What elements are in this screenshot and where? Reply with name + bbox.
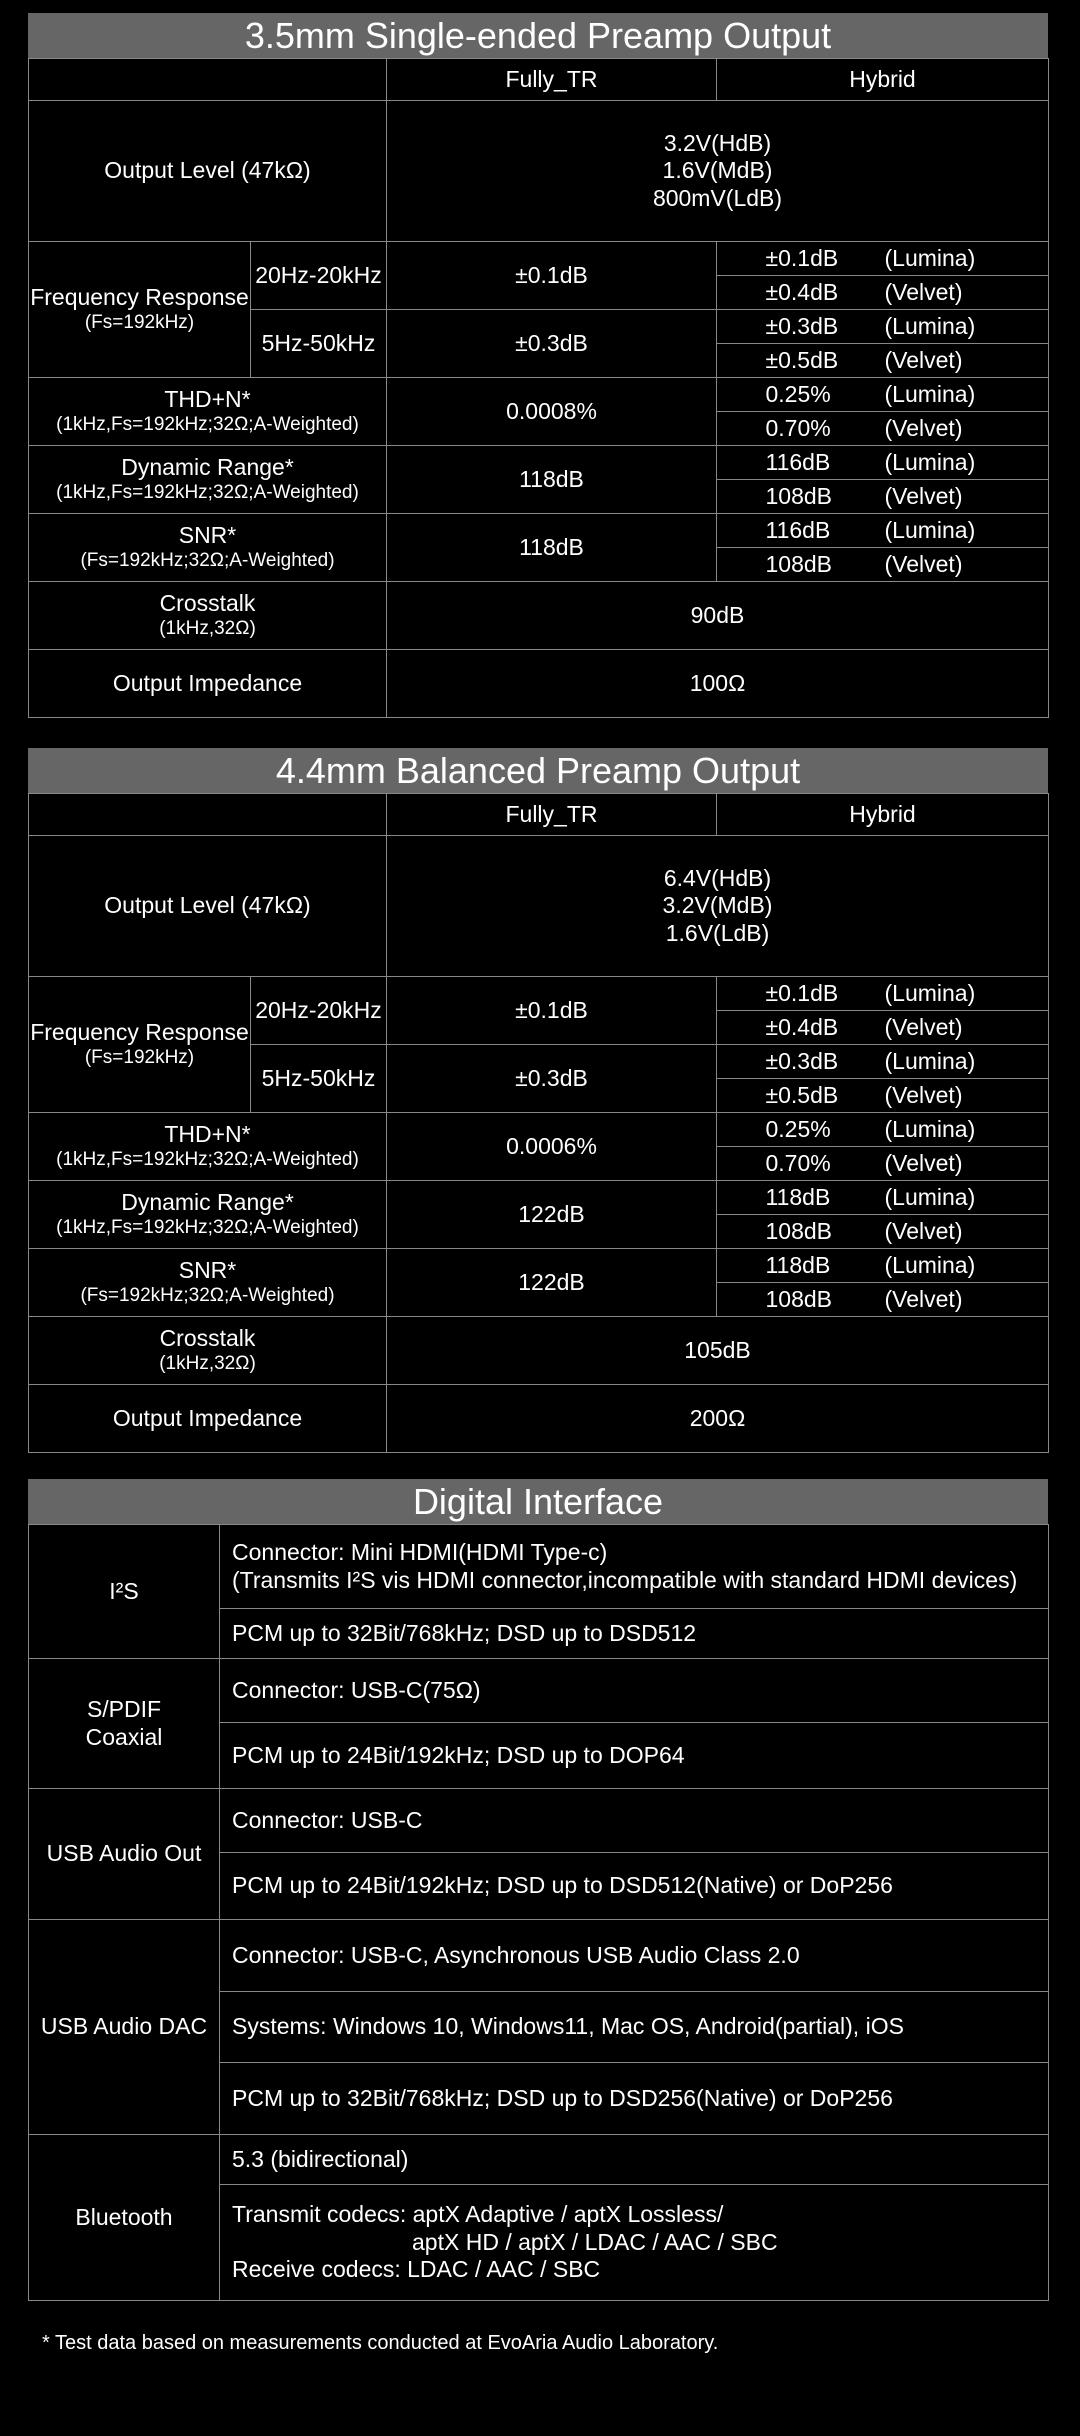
hybrid-mode: (Lumina)	[884, 244, 976, 271]
crosstalk-label-sub: (1kHz,32Ω)	[159, 617, 256, 639]
hybrid-mode: (Lumina)	[884, 516, 976, 543]
thd-fully: 0.0008%	[387, 378, 717, 446]
snr-hybrid-cell	[717, 1249, 1049, 1283]
hybrid-mode: (Lumina)	[884, 1047, 976, 1074]
output-level-label: Output Level (47kΩ)	[29, 836, 387, 977]
header-blank	[29, 794, 387, 836]
snr-label	[29, 514, 387, 582]
snr-hybrid-cell	[717, 548, 1049, 582]
digital-table	[28, 1524, 1049, 2301]
dr-fully: 122dB	[387, 1181, 717, 1249]
usb-dac-label: USB Audio DAC	[29, 1920, 220, 2135]
hybrid-value: 0.70%	[765, 1149, 831, 1176]
freq-label-text: Frequency Response	[30, 1019, 249, 1046]
col-fully: Fully_TR	[387, 59, 717, 101]
col-fully: Fully_TR	[387, 794, 717, 836]
hybrid-mode: (Velvet)	[884, 1081, 963, 1108]
i2s-connector-line: Connector: Mini HDMI(HDMI Type-c)	[232, 1538, 608, 1565]
bal-title: 4.4mm Balanced Preamp Output	[28, 748, 1048, 793]
bluetooth-receive-line: Receive codecs: LDAC / AAC / SBC	[232, 2256, 601, 2283]
hybrid-mode: (Velvet)	[884, 1149, 963, 1176]
hybrid-mode: (Velvet)	[884, 482, 963, 509]
hybrid-mode: (Lumina)	[884, 1183, 976, 1210]
col-hybrid: Hybrid	[717, 59, 1049, 101]
digital-section	[28, 1479, 1048, 2301]
crosstalk-label-sub: (1kHz,32Ω)	[159, 1352, 256, 1374]
snr-label-sub: (Fs=192kHz;32Ω;A-Weighted)	[80, 549, 335, 571]
snr-label	[29, 1249, 387, 1317]
hybrid-mode: (Lumina)	[884, 1251, 976, 1278]
hybrid-mode: (Velvet)	[884, 414, 963, 441]
freq-hybrid-cell	[717, 242, 1049, 276]
hybrid-value: 118dB	[765, 1251, 831, 1278]
thd-label-sub: (1kHz,Fs=192kHz;32Ω;A-Weighted)	[56, 1148, 359, 1170]
freq-range-2: 5Hz-50kHz	[251, 1045, 387, 1113]
bluetooth-version: 5.3 (bidirectional)	[220, 2135, 1049, 2185]
snr-fully: 118dB	[387, 514, 717, 582]
usb-out-connector: Connector: USB-C	[220, 1789, 1049, 1853]
thd-label	[29, 378, 387, 446]
hybrid-mode: (Lumina)	[884, 1115, 976, 1142]
hybrid-value: 0.25%	[765, 380, 831, 407]
hybrid-value: 116dB	[765, 448, 831, 475]
usb-out-pcm: PCM up to 24Bit/192kHz; DSD up to DSD512(Native) or DoP256	[220, 1853, 1049, 1920]
impedance-value: 200Ω	[387, 1385, 1049, 1453]
hybrid-mode: (Velvet)	[884, 346, 963, 373]
dr-label-sub: (1kHz,Fs=192kHz;32Ω;A-Weighted)	[56, 1216, 359, 1238]
snr-label-text: SNR*	[178, 522, 237, 549]
freq-label	[29, 242, 251, 378]
thd-label-text: THD+N*	[164, 386, 251, 413]
hybrid-mode: (Velvet)	[884, 1285, 963, 1312]
freq-label-sub: (Fs=192kHz)	[84, 1046, 195, 1068]
crosstalk-label-text: Crosstalk	[159, 590, 256, 617]
dr-label-text: Dynamic Range*	[121, 1189, 294, 1216]
i2s-connector	[220, 1525, 1049, 1609]
hybrid-value: 0.70%	[765, 414, 831, 441]
hybrid-mode: (Velvet)	[884, 278, 963, 305]
thd-hybrid-cell	[717, 1113, 1049, 1147]
freq-fully-1: ±0.1dB	[387, 977, 717, 1045]
crosstalk-label	[29, 582, 387, 650]
hybrid-value: ±0.3dB	[765, 1047, 839, 1074]
spdif-pcm: PCM up to 24Bit/192kHz; DSD up to DOP64	[220, 1723, 1049, 1789]
output-level-line: 1.6V(MdB)	[662, 157, 773, 184]
footnote: * Test data based on measurements conducted at EvoAria Audio Laboratory.	[42, 2332, 719, 2354]
impedance-label: Output Impedance	[29, 650, 387, 718]
usb-dac-connector: Connector: USB-C, Asynchronous USB Audio Class 2.0	[220, 1920, 1049, 1992]
dr-label	[29, 1181, 387, 1249]
output-level-line: 3.2V(HdB)	[663, 129, 772, 156]
hybrid-mode: (Lumina)	[884, 380, 976, 407]
se-title: 3.5mm Single-ended Preamp Output	[28, 13, 1048, 58]
header-blank	[29, 59, 387, 101]
output-level-line: 3.2V(MdB)	[662, 892, 773, 919]
freq-hybrid-cell	[717, 1011, 1049, 1045]
hybrid-mode: (Lumina)	[884, 979, 976, 1006]
hybrid-value: ±0.3dB	[765, 312, 839, 339]
dr-hybrid-cell	[717, 1215, 1049, 1249]
hybrid-mode: (Lumina)	[884, 312, 976, 339]
thd-fully: 0.0006%	[387, 1113, 717, 1181]
freq-fully-2: ±0.3dB	[387, 310, 717, 378]
i2s-label: I²S	[29, 1525, 220, 1659]
output-level-value	[387, 836, 1049, 977]
impedance-value: 100Ω	[387, 650, 1049, 718]
dr-hybrid-cell	[717, 446, 1049, 480]
freq-range-1: 20Hz-20kHz	[251, 242, 387, 310]
usb-dac-systems: Systems: Windows 10, Windows11, Mac OS, Android(partial), iOS	[220, 1992, 1049, 2063]
dr-label-sub: (1kHz,Fs=192kHz;32Ω;A-Weighted)	[56, 481, 359, 503]
snr-hybrid-cell	[717, 1283, 1049, 1317]
hybrid-value: 108dB	[765, 1217, 833, 1244]
thd-hybrid-cell	[717, 378, 1049, 412]
freq-fully-2: ±0.3dB	[387, 1045, 717, 1113]
freq-hybrid-cell	[717, 344, 1049, 378]
crosstalk-value: 105dB	[387, 1317, 1049, 1385]
freq-label-sub: (Fs=192kHz)	[84, 311, 195, 333]
hybrid-value: ±0.1dB	[765, 979, 839, 1006]
crosstalk-label-text: Crosstalk	[159, 1325, 256, 1352]
hybrid-value: ±0.1dB	[765, 244, 839, 271]
freq-range-1: 20Hz-20kHz	[251, 977, 387, 1045]
hybrid-value: ±0.4dB	[765, 1013, 839, 1040]
dr-hybrid-cell	[717, 480, 1049, 514]
hybrid-value: 118dB	[765, 1183, 831, 1210]
impedance-label: Output Impedance	[29, 1385, 387, 1453]
hybrid-value: 108dB	[765, 550, 833, 577]
bluetooth-transmit-line: aptX HD / aptX / LDAC / AAC / SBC	[412, 2228, 778, 2255]
col-hybrid: Hybrid	[717, 794, 1049, 836]
thd-label-text: THD+N*	[164, 1121, 251, 1148]
freq-hybrid-cell	[717, 1079, 1049, 1113]
i2s-pcm: PCM up to 32Bit/768kHz; DSD up to DSD512	[220, 1609, 1049, 1659]
bluetooth-codecs	[220, 2185, 1049, 2301]
usb-out-label: USB Audio Out	[29, 1789, 220, 1920]
crosstalk-value: 90dB	[387, 582, 1049, 650]
output-level-label: Output Level (47kΩ)	[29, 101, 387, 242]
snr-hybrid-cell	[717, 514, 1049, 548]
thd-hybrid-cell	[717, 1147, 1049, 1181]
dr-hybrid-cell	[717, 1181, 1049, 1215]
bal-section	[28, 748, 1048, 1453]
se-table	[28, 58, 1049, 718]
bal-table	[28, 793, 1049, 1453]
freq-label	[29, 977, 251, 1113]
hybrid-mode: (Velvet)	[884, 1013, 963, 1040]
freq-range-2: 5Hz-50kHz	[251, 310, 387, 378]
spdif-label-line: Coaxial	[85, 1723, 163, 1750]
bluetooth-transmit-line: Transmit codecs: aptX Adaptive / aptX Lossless/	[232, 2201, 724, 2228]
crosstalk-label	[29, 1317, 387, 1385]
spdif-label	[29, 1659, 220, 1789]
output-level-line: 1.6V(LdB)	[665, 919, 770, 946]
output-level-line: 800mV(LdB)	[652, 184, 783, 211]
hybrid-value: ±0.4dB	[765, 278, 839, 305]
dr-label-text: Dynamic Range*	[121, 454, 294, 481]
freq-label-text: Frequency Response	[30, 284, 249, 311]
dr-label	[29, 446, 387, 514]
hybrid-mode: (Velvet)	[884, 550, 963, 577]
bluetooth-label: Bluetooth	[29, 2135, 220, 2301]
freq-hybrid-cell	[717, 977, 1049, 1011]
spdif-label-line: S/PDIF	[86, 1695, 162, 1722]
digital-title: Digital Interface	[28, 1479, 1048, 1524]
hybrid-mode: (Lumina)	[884, 448, 976, 475]
freq-hybrid-cell	[717, 310, 1049, 344]
hybrid-value: 0.25%	[765, 1115, 831, 1142]
snr-label-sub: (Fs=192kHz;32Ω;A-Weighted)	[80, 1284, 335, 1306]
snr-fully: 122dB	[387, 1249, 717, 1317]
spdif-connector: Connector: USB-C(75Ω)	[220, 1659, 1049, 1723]
usb-dac-pcm: PCM up to 32Bit/768kHz; DSD up to DSD256(Native) or DoP256	[220, 2063, 1049, 2135]
hybrid-value: 108dB	[765, 1285, 833, 1312]
output-level-value	[387, 101, 1049, 242]
thd-label	[29, 1113, 387, 1181]
thd-hybrid-cell	[717, 412, 1049, 446]
i2s-connector-note: (Transmits I²S vis HDMI connector,incompatible with standard HDMI devices)	[232, 1566, 1018, 1593]
freq-fully-1: ±0.1dB	[387, 242, 717, 310]
dr-fully: 118dB	[387, 446, 717, 514]
hybrid-mode: (Velvet)	[884, 1217, 963, 1244]
hybrid-value: ±0.5dB	[765, 346, 839, 373]
snr-label-text: SNR*	[178, 1257, 237, 1284]
thd-label-sub: (1kHz,Fs=192kHz;32Ω;A-Weighted)	[56, 413, 359, 435]
freq-hybrid-cell	[717, 1045, 1049, 1079]
output-level-line: 6.4V(HdB)	[663, 864, 772, 891]
hybrid-value: ±0.5dB	[765, 1081, 839, 1108]
se-section	[28, 13, 1048, 718]
hybrid-value: 108dB	[765, 482, 833, 509]
hybrid-value: 116dB	[765, 516, 831, 543]
freq-hybrid-cell	[717, 276, 1049, 310]
